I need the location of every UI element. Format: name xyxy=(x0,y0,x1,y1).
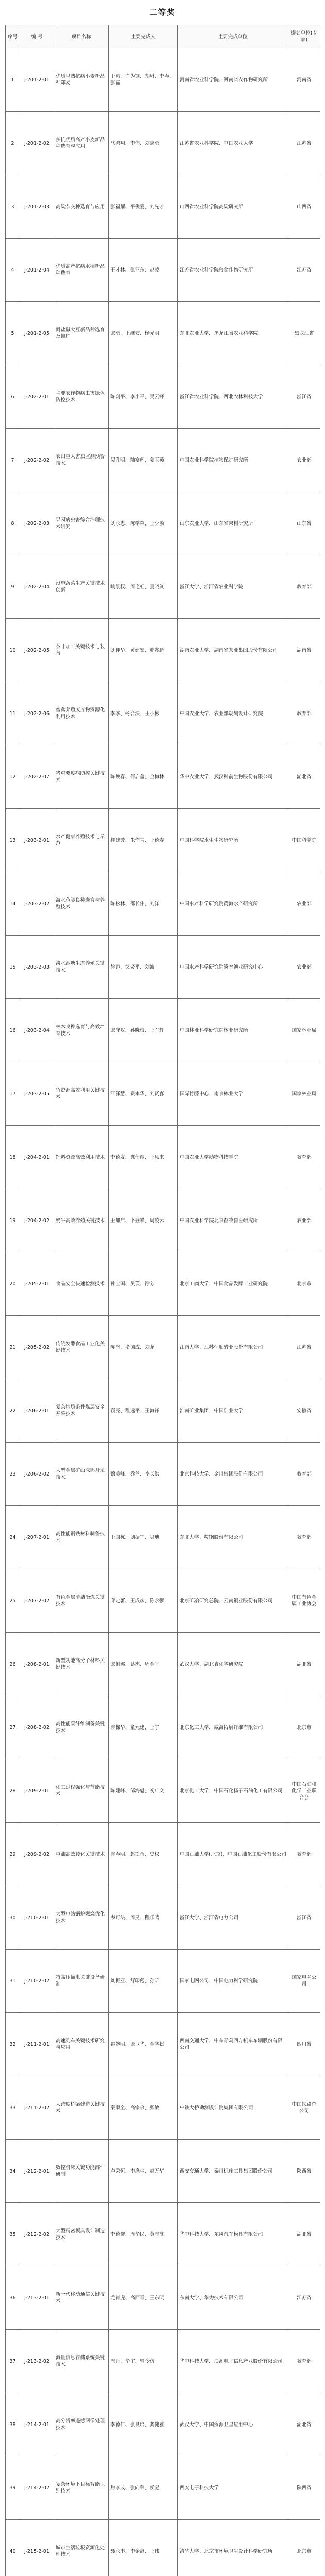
table-row xyxy=(6,1886,320,1950)
cell-units: 中国农业大学动物科技学院 xyxy=(178,1126,288,1189)
cell-dept: 江苏省 xyxy=(288,2266,320,2330)
cell-units: 中国林业科学研究院林业研究所 xyxy=(178,999,288,1062)
cell-units: 国家电网公司、中国电力科学研究院 xyxy=(178,1950,288,2013)
cell-units: 西南交通大学、中车青岛四方机车车辆股份有限公司 xyxy=(178,2013,288,2076)
cell-project: 林木良种选育与高效培育技术 xyxy=(54,999,109,1062)
cell-seq: 23 xyxy=(6,1443,20,1506)
table-body xyxy=(6,48,320,2576)
cell-units: 中国水产科学研究院淡水渔业研究中心 xyxy=(178,936,288,999)
cell-project: 农田重大害虫监测预警技术 xyxy=(54,429,109,492)
cell-people: 王才林、张亚东、赵凌 xyxy=(109,239,178,302)
cell-code: J-213-2-01 xyxy=(20,2266,54,2330)
cell-units: 中铁大桥勘测设计院集团有限公司 xyxy=(178,2076,288,2140)
cell-code: J-211-2-02 xyxy=(20,2076,54,2140)
cell-code: J-209-2-01 xyxy=(20,1759,54,1823)
cell-units: 华中科技大学、东风汽车模具有限公司 xyxy=(178,2203,288,2266)
cell-units: 浙江大学、浙江省农业科学院 xyxy=(178,555,288,619)
cell-dept: 浙江省 xyxy=(288,365,320,429)
cell-dept: 河南省 xyxy=(288,48,320,112)
cell-seq: 14 xyxy=(6,872,20,936)
table-row xyxy=(6,112,320,175)
cell-project: 高性能碳纤维制备关键技术 xyxy=(54,1696,109,1759)
cell-code: J-207-2-02 xyxy=(20,1569,54,1633)
cell-seq: 25 xyxy=(6,1569,20,1633)
cell-people: 马鸿翔、李伟、刘志勇 xyxy=(109,112,178,175)
table-row xyxy=(6,999,320,1062)
table-row xyxy=(6,302,320,365)
cell-dept: 北京市 xyxy=(288,1252,320,1316)
cell-people: 陈建峰、邹海魁、初广文 xyxy=(109,1759,178,1823)
cell-seq: 31 xyxy=(6,1950,20,2013)
cell-units: 淮南矿业集团、中国矿业大学 xyxy=(178,1379,288,1443)
cell-project: 复杂地质条件煤层安全开采技术 xyxy=(54,1379,109,1443)
cell-people: 张福耀、平俊爱、刘先才 xyxy=(109,175,178,239)
cell-people: 翟婉明、张卫华、金学松 xyxy=(109,2013,178,2076)
cell-people: 张俐娜、蔡杰、周金平 xyxy=(109,1633,178,1696)
cell-code: J-201-2-02 xyxy=(20,112,54,175)
cell-units: 中国水产科学研究院黄海水产研究所 xyxy=(178,872,288,936)
cell-seq: 3 xyxy=(6,175,20,239)
table-row xyxy=(6,2520,320,2576)
cell-seq: 22 xyxy=(6,1379,20,1443)
cell-project: 海量信息存储系统关键技术 xyxy=(54,2330,109,2393)
table-row xyxy=(6,809,320,872)
cell-seq: 9 xyxy=(6,555,20,619)
cell-seq: 21 xyxy=(6,1316,20,1379)
cell-seq: 12 xyxy=(6,745,20,809)
cell-people: 张守攻、孙晓梅、王军辉 xyxy=(109,999,178,1062)
table-row xyxy=(6,175,320,239)
cell-people: 陈剑平、李小平、吴云锋 xyxy=(109,365,178,429)
cell-dept: 中国石油和化学工业联合会 xyxy=(288,1759,320,1823)
cell-seq: 20 xyxy=(6,1252,20,1316)
cell-project: 城市生活垃圾资源化处理技术 xyxy=(54,2520,109,2576)
cell-seq: 17 xyxy=(6,1062,20,1126)
table-row xyxy=(6,872,320,936)
cell-code: J-208-2-02 xyxy=(20,1696,54,1759)
cell-units: 江南大学、江苏恒顺醋业股份有限公司 xyxy=(178,1316,288,1379)
header-units: 主要完成单位 xyxy=(178,25,288,48)
table-row xyxy=(6,936,320,999)
table-row xyxy=(6,2330,320,2393)
table-row xyxy=(6,1569,320,1633)
cell-project: 多抗优质高产小麦新品种选育与应用 xyxy=(54,112,109,175)
cell-seq: 36 xyxy=(6,2266,20,2330)
cell-project: 奶牛高效养殖关键技术 xyxy=(54,1189,109,1252)
table-row xyxy=(6,682,320,745)
cell-code: J-207-2-01 xyxy=(20,1506,54,1569)
cell-code: J-202-2-03 xyxy=(20,492,54,555)
table-row xyxy=(6,1696,320,1759)
cell-dept: 教育部 xyxy=(288,682,320,745)
cell-units: 北京化工大学、中国石化扬子石油化工有限公司 xyxy=(178,1759,288,1823)
cell-people: 吴孔明、陆宴辉、姜玉英 xyxy=(109,429,178,492)
cell-dept: 教育部 xyxy=(288,1506,320,1569)
table-row xyxy=(6,619,320,682)
table-row xyxy=(6,239,320,302)
cell-dept: 江苏省 xyxy=(288,1316,320,1379)
cell-code: J-203-2-04 xyxy=(20,999,54,1062)
cell-dept: 湖南省 xyxy=(288,619,320,682)
cell-seq: 28 xyxy=(6,1759,20,1823)
cell-dept: 湖北省 xyxy=(288,745,320,809)
table-row xyxy=(6,1633,320,1696)
cell-dept: 中国科学院 xyxy=(288,809,320,872)
cell-seq: 35 xyxy=(6,2203,20,2266)
cell-project: 数控机床关键功能部件研制 xyxy=(54,2140,109,2203)
cell-project: 茶叶加工关键技术与装备 xyxy=(54,619,109,682)
header-people: 主要完成人 xyxy=(109,25,178,48)
cell-dept: 陕西省 xyxy=(288,2140,320,2203)
cell-people: 蔡美峰、乔兰、李长洪 xyxy=(109,1443,178,1506)
cell-code: J-201-2-04 xyxy=(20,239,54,302)
cell-units: 西安电子科技大学 xyxy=(178,2456,288,2520)
cell-units: 北京工商大学、中国食品发酵工业研究院 xyxy=(178,1252,288,1316)
cell-people: 王国栋、刘振宇、吴迪 xyxy=(109,1506,178,1569)
cell-dept: 江苏省 xyxy=(288,112,320,175)
cell-units: 东南大学、华为技术有限公司 xyxy=(178,2266,288,2330)
cell-seq: 19 xyxy=(6,1189,20,1252)
header-dept: 提名单位(专家) xyxy=(288,25,320,48)
cell-units: 中国农业科学院植物保护研究所 xyxy=(178,429,288,492)
cell-project: 复杂环境下目标智能识别技术 xyxy=(54,2456,109,2520)
cell-units: 山西省农业科学院高粱研究所 xyxy=(178,175,288,239)
cell-code: J-202-2-06 xyxy=(20,682,54,745)
cell-people: 岑可法、周昊、程乐鸣 xyxy=(109,1886,178,1950)
cell-units: 西安交通大学、秦川机床工具集团股份公司 xyxy=(178,2140,288,2203)
cell-seq: 33 xyxy=(6,2076,20,2140)
cell-seq: 38 xyxy=(6,2393,20,2456)
cell-project: 海水鱼类良种选育与养殖技术 xyxy=(54,872,109,936)
cell-seq: 2 xyxy=(6,112,20,175)
cell-dept: 农业部 xyxy=(288,1189,320,1252)
cell-units: 东北大学、鞍钢股份有限公司 xyxy=(178,1506,288,1569)
cell-people: 冯丹、华宇、曾令仿 xyxy=(109,2330,178,2393)
cell-project: 畜禽养殖废弃物资源化利用技术 xyxy=(54,682,109,745)
cell-project: 耐盐碱大豆新品种选育及推广 xyxy=(54,302,109,365)
cell-code: J-202-2-02 xyxy=(20,429,54,492)
cell-dept: 农业部 xyxy=(288,872,320,936)
cell-units: 山东农业大学、山东省果树研究所 xyxy=(178,492,288,555)
cell-people: 陈坚、堵国成、刘龙 xyxy=(109,1316,178,1379)
cell-code: J-204-2-02 xyxy=(20,1189,54,1252)
cell-project: 设施蔬菜生产关键技术创新 xyxy=(54,555,109,619)
table-row xyxy=(6,1950,320,2013)
cell-people: 李季、杨合法、王小彬 xyxy=(109,682,178,745)
cell-people: 刘振亚、舒印彪、孙昕 xyxy=(109,1950,178,2013)
cell-seq: 7 xyxy=(6,429,20,492)
cell-dept: 教育部 xyxy=(288,555,320,619)
cell-seq: 1 xyxy=(6,48,20,112)
table-header xyxy=(6,25,320,48)
cell-code: J-206-2-01 xyxy=(20,1379,54,1443)
cell-code: J-211-2-01 xyxy=(20,2013,54,2076)
cell-code: J-214-2-01 xyxy=(20,2393,54,2456)
table-row xyxy=(6,1189,320,1252)
cell-project: 大型电站锅炉燃烧优化技术 xyxy=(54,1886,109,1950)
cell-project: 水产健康养殖技术与示范 xyxy=(54,809,109,872)
cell-project: 化工过程强化与节能技术 xyxy=(54,1759,109,1823)
cell-units: 中国农业科学院北京畜牧兽医研究所 xyxy=(178,1189,288,1252)
table-row xyxy=(6,365,320,429)
cell-code: J-201-2-05 xyxy=(20,302,54,365)
cell-seq: 10 xyxy=(6,619,20,682)
cell-seq: 5 xyxy=(6,302,20,365)
cell-people: 徐春明、赵锁奇、史权 xyxy=(109,1823,178,1886)
table-row xyxy=(6,492,320,555)
cell-project: 大型金属矿山深部开采技术 xyxy=(54,1443,109,1506)
cell-project: 高粱杂交种选育与应用 xyxy=(54,175,109,239)
header-project: 项目名称 xyxy=(54,25,109,48)
cell-people: 邱定蕃、王成彦、陈永强 xyxy=(109,1569,178,1633)
cell-code: J-203-2-03 xyxy=(20,936,54,999)
cell-code: J-210-2-01 xyxy=(20,1886,54,1950)
cell-dept: 山西省 xyxy=(288,175,320,239)
cell-dept: 教育部 xyxy=(288,1443,320,1506)
cell-seq: 29 xyxy=(6,1823,20,1886)
cell-project: 新型功能高分子材料关键技术 xyxy=(54,1633,109,1696)
table-row xyxy=(6,1443,320,1506)
cell-code: J-205-2-02 xyxy=(20,1316,54,1379)
cell-units: 中国石油大学(北京)、中国石油化工股份有限公司 xyxy=(178,1823,288,1886)
cell-units: 清华大学、北京市环境卫生设计科学研究所 xyxy=(178,2520,288,2576)
cell-code: J-202-2-07 xyxy=(20,745,54,809)
cell-seq: 4 xyxy=(6,239,20,302)
cell-project: 大型精密模具设计制造技术 xyxy=(54,2203,109,2266)
table-row xyxy=(6,555,320,619)
cell-code: J-204-2-01 xyxy=(20,1126,54,1189)
cell-units: 北京科技大学、金川集团股份有限公司 xyxy=(178,1443,288,1506)
cell-dept: 湖北省 xyxy=(288,1633,320,1696)
cell-project: 大跨度桥梁建造关键技术 xyxy=(54,2076,109,2140)
cell-dept: 国家电网公司 xyxy=(288,1950,320,2013)
cell-people: 陈焕春、何启盖、金梅林 xyxy=(109,745,178,809)
table-row xyxy=(6,1823,320,1886)
cell-seq: 37 xyxy=(6,2330,20,2393)
cell-people: 袁亮、程远平、王海锋 xyxy=(109,1379,178,1443)
page-title: 二等奖 xyxy=(149,8,176,17)
cell-project: 饲料资源高效利用技术 xyxy=(54,1126,109,1189)
cell-code: J-203-2-05 xyxy=(20,1062,54,1126)
cell-dept: 中国有色金属工业协会 xyxy=(288,1569,320,1633)
cell-people: 焦李成、张向荣、侯彪 xyxy=(109,2456,178,2520)
cell-people: 李德发、谯仕彦、王凤来 xyxy=(109,1126,178,1189)
table-row xyxy=(6,2456,320,2520)
cell-dept: 教育部 xyxy=(288,2330,320,2393)
cell-project: 新一代移动通信关键技术 xyxy=(54,2266,109,2330)
cell-project: 淡水池塘生态养殖关键技术 xyxy=(54,936,109,999)
cell-units: 华中科技大学、浪潮电子信息产业股份有限公司 xyxy=(178,2330,288,2393)
cell-seq: 15 xyxy=(6,936,20,999)
cell-dept: 浙江省 xyxy=(288,1886,320,1950)
cell-people: 桂建芳、朱作言、王德寿 xyxy=(109,809,178,872)
cell-seq: 18 xyxy=(6,1126,20,1189)
cell-units: 浙江大学、浙江省电力公司 xyxy=(178,1886,288,1950)
cell-people: 陈松林、邵长伟、刘洋 xyxy=(109,872,178,936)
cell-people: 刘永忠、陈学森、王少敏 xyxy=(109,492,178,555)
cell-code: J-203-2-02 xyxy=(20,872,54,936)
cell-code: J-209-2-02 xyxy=(20,1823,54,1886)
cell-units: 江苏省农业科学院、中国农业大学 xyxy=(178,112,288,175)
cell-project: 竹资源高效利用关键技术 xyxy=(54,1062,109,1126)
cell-seq: 11 xyxy=(6,682,20,745)
cell-units: 北京矿冶研究总院、云南铜业股份有限公司 xyxy=(178,1569,288,1633)
cell-people: 江泽慧、费本华、刘贤淼 xyxy=(109,1062,178,1126)
cell-seq: 16 xyxy=(6,999,20,1062)
cell-seq: 13 xyxy=(6,809,20,872)
cell-dept: 教育部 xyxy=(288,1823,320,1886)
cell-dept: 陕西省 xyxy=(288,2456,320,2520)
header-seq: 序号 xyxy=(6,25,20,48)
cell-people: 李德群、周华民、黄志高 xyxy=(109,2203,178,2266)
cell-project: 特高压输电关键设备研制 xyxy=(54,1950,109,2013)
cell-dept: 农业部 xyxy=(288,429,320,492)
table-row xyxy=(6,48,320,112)
cell-dept: 北京市 xyxy=(288,2520,320,2576)
cell-people: 秦顺全、高宗余、张敏 xyxy=(109,2076,178,2140)
cell-project: 果园病虫害综合治理技术研究 xyxy=(54,492,109,555)
cell-seq: 26 xyxy=(6,1633,20,1696)
cell-project: 猪重要疫病防控关键技术 xyxy=(54,745,109,809)
cell-units: 中国农业大学、农业部规划设计研究院 xyxy=(178,682,288,745)
cell-people: 徐樑华、童元建、王宇 xyxy=(109,1696,178,1759)
cell-dept: 四川省 xyxy=(288,2013,320,2076)
cell-dept: 山东省 xyxy=(288,492,320,555)
cell-code: J-201-2-01 xyxy=(20,48,54,112)
cell-units: 国际竹藤中心、南京林业大学 xyxy=(178,1062,288,1126)
cell-people: 刘仲华、黄建安、施兆鹏 xyxy=(109,619,178,682)
cell-people: 张勇、王继安、杨光明 xyxy=(109,302,178,365)
cell-dept: 国家林业局 xyxy=(288,1062,320,1126)
cell-code: J-213-2-02 xyxy=(20,2330,54,2393)
cell-units: 东北农业大学、黑龙江省农业科学院 xyxy=(178,302,288,365)
cell-dept: 湖北省 xyxy=(288,2393,320,2456)
cell-seq: 6 xyxy=(6,365,20,429)
cell-code: J-212-2-01 xyxy=(20,2140,54,2203)
cell-project: 有色金属清洁冶炼关键技术 xyxy=(54,1569,109,1633)
cell-dept: 教育部 xyxy=(288,1126,320,1189)
table-row xyxy=(6,2076,320,2140)
cell-code: J-206-2-02 xyxy=(20,1443,54,1506)
cell-dept: 国家林业局 xyxy=(288,999,320,1062)
cell-code: J-202-2-05 xyxy=(20,619,54,682)
cell-seq: 40 xyxy=(6,2520,20,2576)
cell-project: 重油高效转化关键技术 xyxy=(54,1823,109,1886)
cell-dept: 黑龙江省 xyxy=(288,302,320,365)
cell-seq: 27 xyxy=(6,1696,20,1759)
table-row xyxy=(6,1126,320,1189)
table-row xyxy=(6,745,320,809)
cell-code: J-202-2-01 xyxy=(20,365,54,429)
cell-units: 中国科学院水生生物研究所 xyxy=(178,809,288,872)
table-row xyxy=(6,2140,320,2203)
table-row xyxy=(6,1252,320,1316)
cell-dept: 江苏省 xyxy=(288,239,320,302)
cell-project: 食品安全快速检测技术 xyxy=(54,1252,109,1316)
cell-code: J-205-2-01 xyxy=(20,1252,54,1316)
cell-code: J-203-2-01 xyxy=(20,809,54,872)
table-row xyxy=(6,1062,320,1126)
table-row xyxy=(6,2013,320,2076)
cell-people: 孙宝国、吴瑛、徐芳 xyxy=(109,1252,178,1316)
cell-units: 江苏省农业科学院粮食作物研究所 xyxy=(178,239,288,302)
header-code: 编 号 xyxy=(20,25,54,48)
cell-code: J-212-2-02 xyxy=(20,2203,54,2266)
awards-table xyxy=(5,25,320,2576)
cell-project: 优质高产抗病水稻新品种选育 xyxy=(54,239,109,302)
cell-project: 高速列车关键技术研究与应用 xyxy=(54,2013,109,2076)
table-row xyxy=(6,1316,320,1379)
cell-units: 河南省农业科学院、河南省农作物研究所 xyxy=(178,48,288,112)
cell-code: J-214-2-02 xyxy=(20,2456,54,2520)
cell-people: 徐跑、戈贤平、刘波 xyxy=(109,936,178,999)
cell-units: 武汉大学、湖北省化学研究院 xyxy=(178,1633,288,1696)
cell-project: 传统发酵食品工业化关键技术 xyxy=(54,1316,109,1379)
cell-project: 主要农作物病虫害绿色防控技术 xyxy=(54,365,109,429)
cell-people: 喻景权、周艳虹、夏晓剑 xyxy=(109,555,178,619)
cell-seq: 8 xyxy=(6,492,20,555)
cell-units: 北京化工大学、威海拓展纤维有限公司 xyxy=(178,1696,288,1759)
table-row xyxy=(6,2266,320,2330)
cell-units: 华中农业大学、武汉科前生物股份有限公司 xyxy=(178,745,288,809)
cell-project: 高性能钢铁材料制备技术 xyxy=(54,1506,109,1569)
cell-dept: 农业部 xyxy=(288,936,320,999)
cell-dept: 湖北省 xyxy=(288,2203,320,2266)
cell-seq: 39 xyxy=(6,2456,20,2520)
table-row xyxy=(6,1379,320,1443)
table-row xyxy=(6,1506,320,1569)
cell-people: 卢秉恒、李涤尘、赵万华 xyxy=(109,2140,178,2203)
cell-code: J-201-2-03 xyxy=(20,175,54,239)
cell-people: 李德仁、张良培、龚健雅 xyxy=(109,2393,178,2456)
cell-people: 聂永丰、李金惠、王伟 xyxy=(109,2520,178,2576)
cell-code: J-202-2-04 xyxy=(20,555,54,619)
cell-units: 武汉大学、中国资源卫星应用中心 xyxy=(178,2393,288,2456)
cell-code: J-210-2-02 xyxy=(20,1950,54,2013)
cell-project: 高分辨率遥感图像处理技术 xyxy=(54,2393,109,2456)
cell-code: J-208-2-01 xyxy=(20,1633,54,1696)
table-row xyxy=(6,2203,320,2266)
cell-seq: 30 xyxy=(6,1886,20,1950)
cell-seq: 34 xyxy=(6,2140,20,2203)
cell-seq: 32 xyxy=(6,2013,20,2076)
cell-units: 浙江省农业科学院、西北农林科技大学 xyxy=(178,365,288,429)
cell-people: 尤肖虎、高西奇、王东明 xyxy=(109,2266,178,2330)
cell-code: J-215-2-01 xyxy=(20,2520,54,2576)
cell-seq: 24 xyxy=(6,1506,20,1569)
cell-dept: 安徽省 xyxy=(288,1379,320,1443)
table-row xyxy=(6,1759,320,1823)
cell-people: 王加启、卜登攀、周凌云 xyxy=(109,1189,178,1252)
table-row xyxy=(6,2393,320,2456)
cell-people: 王惠、许为钢、胡琳、李春、张磊 xyxy=(109,48,178,112)
cell-dept: 中国铁路总公司 xyxy=(288,2076,320,2140)
cell-dept: 北京市 xyxy=(288,1696,320,1759)
header-row xyxy=(6,25,320,48)
cell-units: 湖南农业大学、湖南省茶业集团股份有限公司 xyxy=(178,619,288,682)
cell-project: 优质早熟抗病小麦新品种郑麦 xyxy=(54,48,109,112)
table-row xyxy=(6,429,320,492)
